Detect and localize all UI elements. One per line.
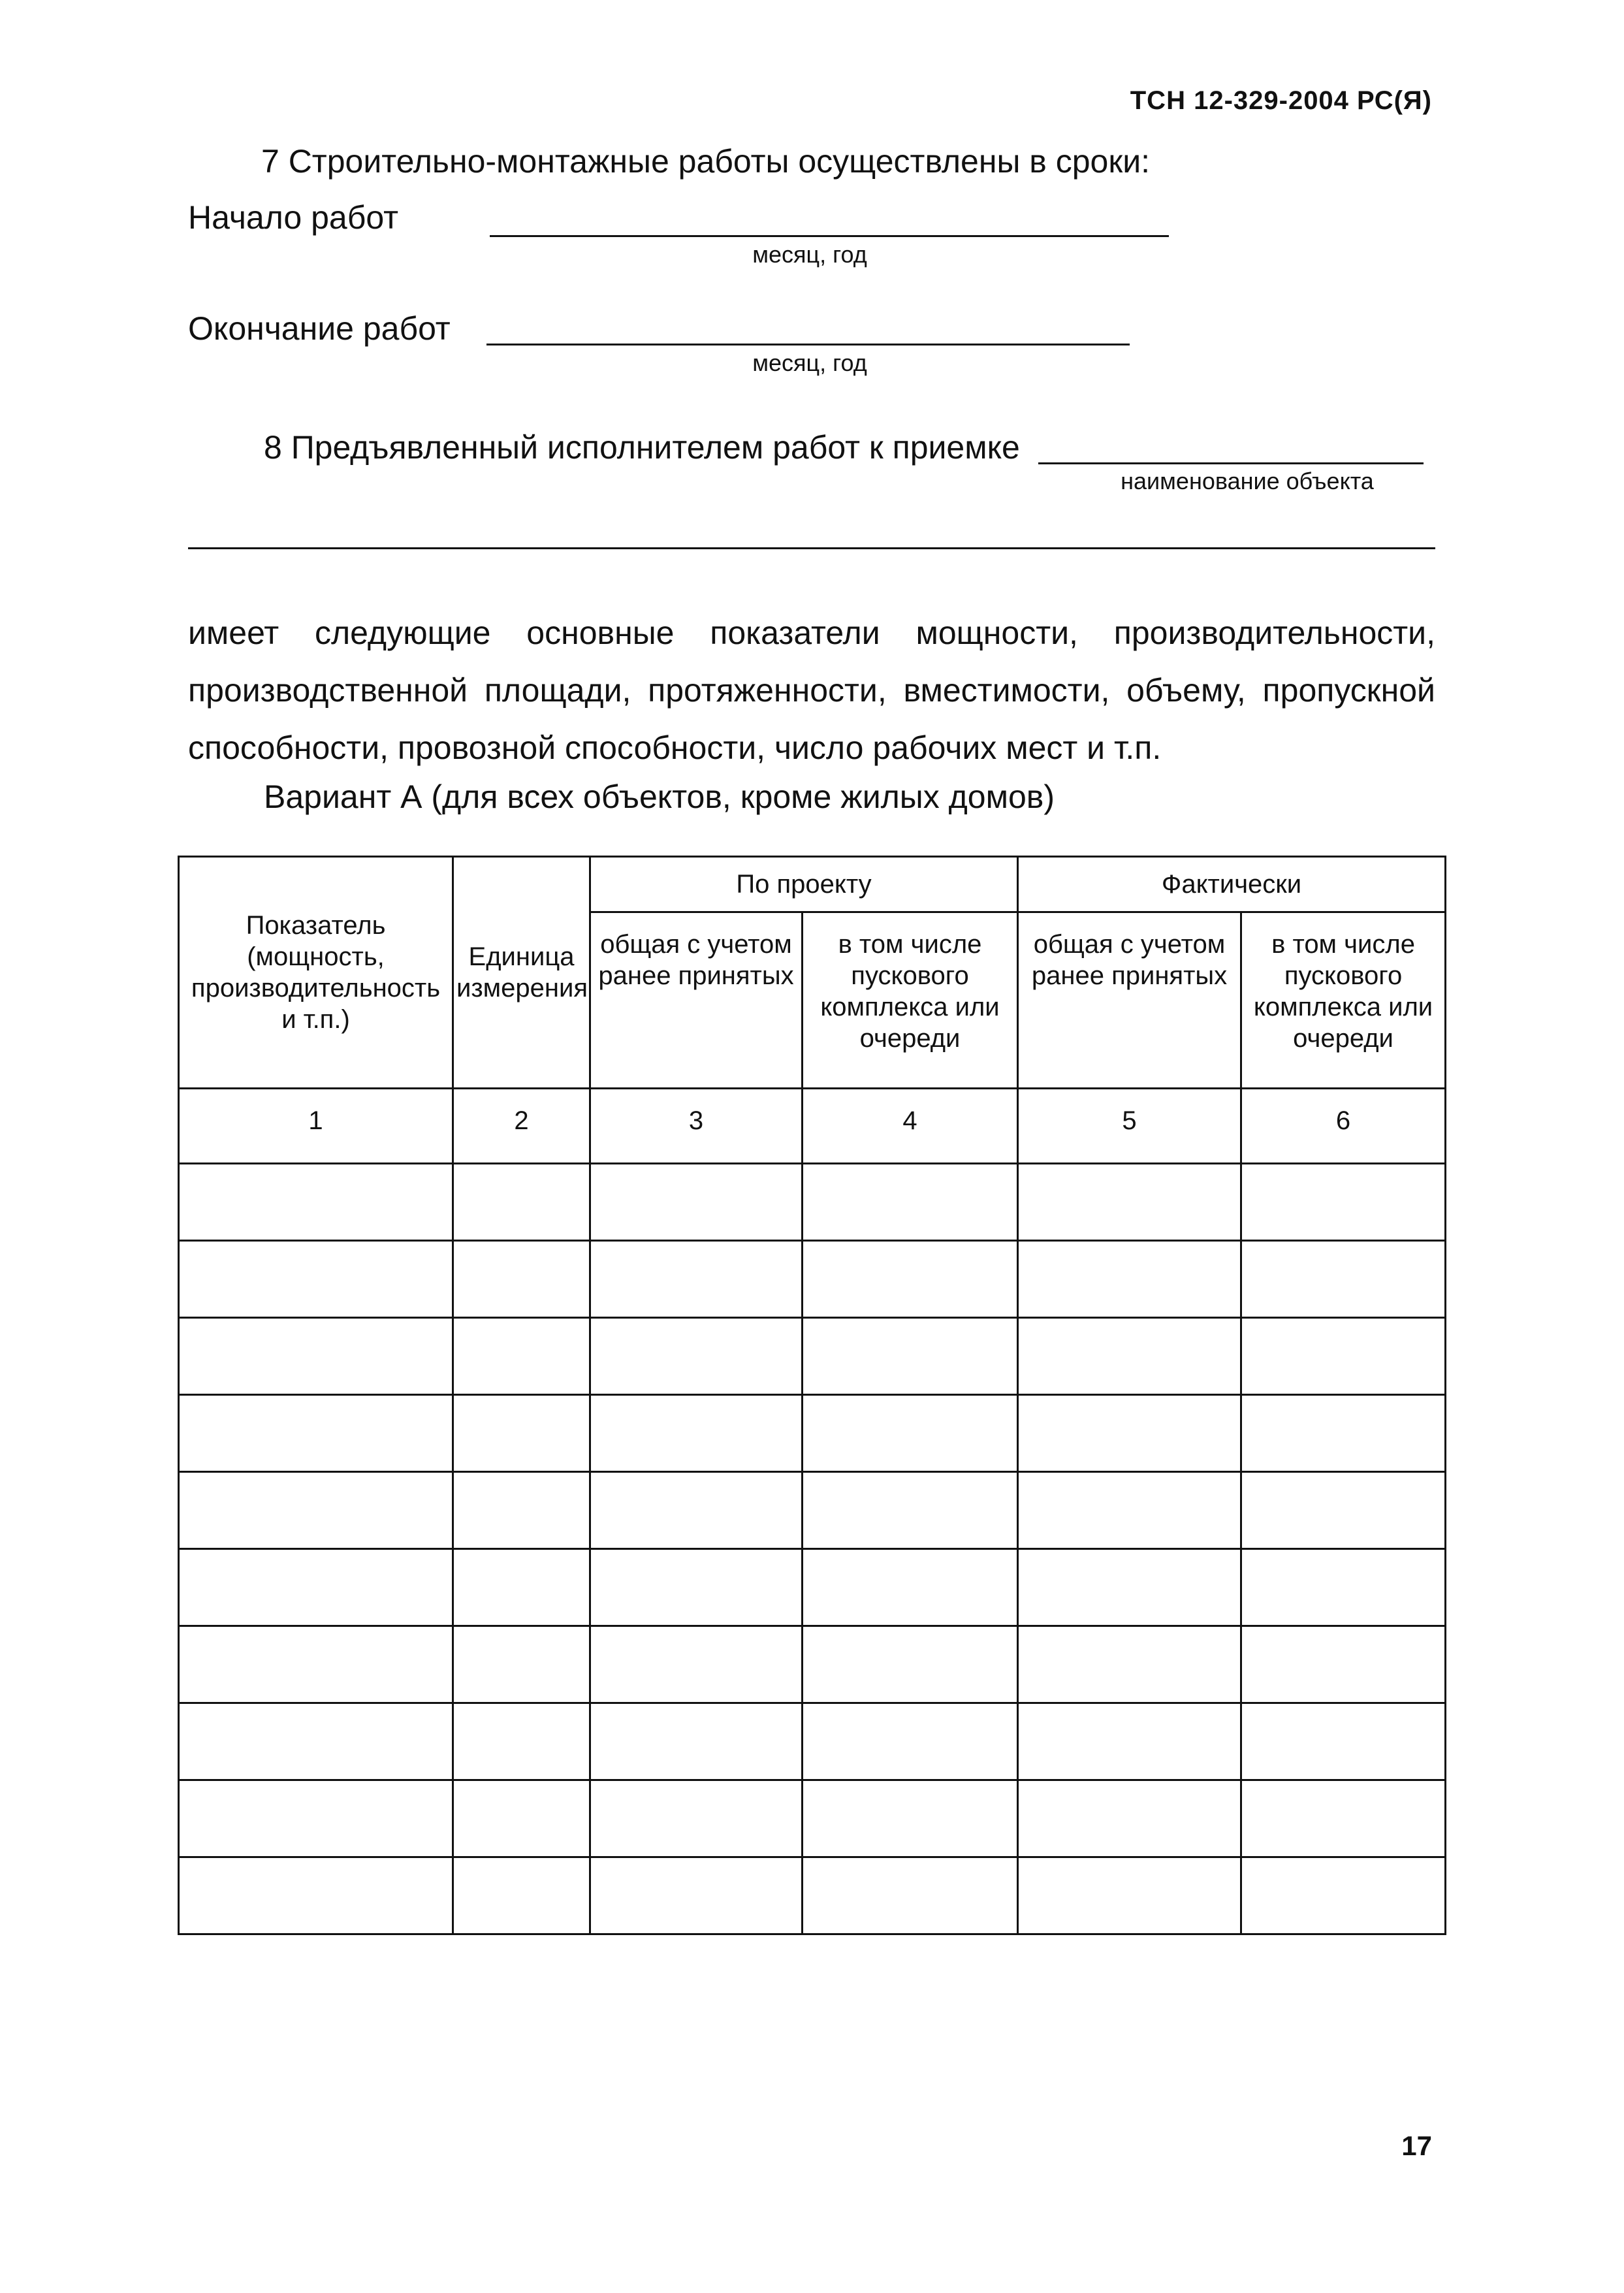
table-cell[interactable] xyxy=(453,1626,590,1703)
table-cell[interactable] xyxy=(1241,1472,1446,1549)
table-cell[interactable] xyxy=(1018,1318,1241,1395)
table-row xyxy=(179,1318,1446,1395)
end-date-field[interactable] xyxy=(486,344,1130,345)
object-name-field-continued[interactable] xyxy=(188,547,1435,549)
table-cell[interactable] xyxy=(803,1626,1018,1703)
table-cell[interactable] xyxy=(590,1164,803,1241)
header-project-incl: в том числе пускового комплекса или очереди xyxy=(803,912,1018,1089)
table-row xyxy=(179,1626,1446,1703)
table-row xyxy=(179,1857,1446,1934)
table-cell[interactable] xyxy=(453,1549,590,1626)
table-cell[interactable] xyxy=(453,1164,590,1241)
table-cell[interactable] xyxy=(1241,1703,1446,1780)
table-cell[interactable] xyxy=(1241,1857,1446,1934)
header-actual-incl: в том числе пускового комплекса или очереди xyxy=(1241,912,1446,1089)
table-cell[interactable] xyxy=(179,1472,453,1549)
table-row xyxy=(179,1395,1446,1472)
table-cell[interactable] xyxy=(1241,1395,1446,1472)
column-number-row xyxy=(179,1089,1446,1164)
table-cell[interactable] xyxy=(590,1318,803,1395)
table-cell[interactable] xyxy=(803,1472,1018,1549)
table-row xyxy=(179,1549,1446,1626)
header-indicator: Показатель (мощность, производительность и т.п.) xyxy=(179,857,453,1089)
table-cell[interactable] xyxy=(453,1318,590,1395)
section-8-heading: 8 Предъявленный исполнителем работ к приемке xyxy=(264,429,1020,466)
header-by-project: По проекту xyxy=(590,857,1018,912)
table-cell[interactable] xyxy=(590,1241,803,1318)
start-label: Начало работ xyxy=(188,199,398,236)
table-cell[interactable] xyxy=(1018,1472,1241,1549)
column-number: 6 xyxy=(1241,1089,1446,1164)
indicators-table xyxy=(178,856,1446,1935)
table-cell[interactable] xyxy=(803,1164,1018,1241)
table-cell[interactable] xyxy=(179,1626,453,1703)
table-cell[interactable] xyxy=(1241,1318,1446,1395)
table-cell[interactable] xyxy=(1018,1626,1241,1703)
start-date-field[interactable] xyxy=(490,235,1169,237)
table-cell[interactable] xyxy=(1018,1780,1241,1857)
header-actual: Фактически xyxy=(1018,857,1446,912)
table-cell[interactable] xyxy=(453,1857,590,1934)
column-number: 2 xyxy=(453,1089,590,1164)
table-cell[interactable] xyxy=(803,1318,1018,1395)
table-cell[interactable] xyxy=(803,1395,1018,1472)
table-row xyxy=(179,1703,1446,1780)
header-project-total: общая с учетом ранее принятых xyxy=(590,912,803,1089)
page-number: 17 xyxy=(1401,2130,1432,2161)
table-cell[interactable] xyxy=(1241,1549,1446,1626)
table-cell[interactable] xyxy=(1018,1703,1241,1780)
column-number: 3 xyxy=(590,1089,803,1164)
table-cell[interactable] xyxy=(803,1857,1018,1934)
section-7-heading: 7 Строительно-монтажные работы осуществлены в сроки: xyxy=(261,143,1151,180)
table-cell[interactable] xyxy=(453,1780,590,1857)
table-cell[interactable] xyxy=(1241,1241,1446,1318)
table-cell[interactable] xyxy=(590,1395,803,1472)
table-cell[interactable] xyxy=(1241,1780,1446,1857)
table-cell[interactable] xyxy=(179,1164,453,1241)
table-cell[interactable] xyxy=(1018,1241,1241,1318)
table-cell[interactable] xyxy=(453,1395,590,1472)
document-code: ТСН 12-329-2004 РС(Я) xyxy=(1130,86,1432,115)
column-number: 4 xyxy=(803,1089,1018,1164)
table-cell[interactable] xyxy=(179,1857,453,1934)
table-row xyxy=(179,1780,1446,1857)
header-actual-total: общая с учетом ранее принятых xyxy=(1018,912,1241,1089)
indicators-paragraph: имеет следующие основные показатели мощности, производительности, производственной площади, протяженности, вместимости, объему, пропускной способности, провозной способности, число рабочих мест и т.п. xyxy=(188,615,1435,766)
variant-a-caption: Вариант А (для всех объектов, кроме жилых домов) xyxy=(264,778,1055,815)
table-row xyxy=(179,1241,1446,1318)
object-name-hint: наименование объекта xyxy=(1121,468,1374,494)
table-cell[interactable] xyxy=(590,1857,803,1934)
table-cell[interactable] xyxy=(1241,1164,1446,1241)
table-cell[interactable] xyxy=(590,1472,803,1549)
object-name-field[interactable] xyxy=(1038,462,1424,464)
table-cell[interactable] xyxy=(803,1241,1018,1318)
table-cell[interactable] xyxy=(590,1549,803,1626)
start-date-hint: месяц, год xyxy=(752,241,867,268)
table-cell[interactable] xyxy=(453,1472,590,1549)
column-number: 5 xyxy=(1018,1089,1241,1164)
table-cell[interactable] xyxy=(1018,1164,1241,1241)
table-cell[interactable] xyxy=(179,1318,453,1395)
end-label: Окончание работ xyxy=(188,310,451,347)
table-cell[interactable] xyxy=(1018,1549,1241,1626)
table-cell[interactable] xyxy=(803,1703,1018,1780)
table-cell[interactable] xyxy=(453,1241,590,1318)
table-cell[interactable] xyxy=(179,1241,453,1318)
table-cell[interactable] xyxy=(803,1549,1018,1626)
header-unit: Единица измерения xyxy=(453,857,590,1089)
table-cell[interactable] xyxy=(179,1549,453,1626)
table-cell[interactable] xyxy=(1018,1395,1241,1472)
table-cell[interactable] xyxy=(803,1780,1018,1857)
table-body xyxy=(179,1164,1446,1934)
table-cell[interactable] xyxy=(1241,1626,1446,1703)
table-cell[interactable] xyxy=(590,1626,803,1703)
table-cell[interactable] xyxy=(590,1703,803,1780)
table-cell[interactable] xyxy=(179,1395,453,1472)
table-row xyxy=(179,1164,1446,1241)
table-cell[interactable] xyxy=(179,1780,453,1857)
table-cell[interactable] xyxy=(179,1703,453,1780)
column-number: 1 xyxy=(179,1089,453,1164)
table-row xyxy=(179,1472,1446,1549)
table-cell[interactable] xyxy=(1018,1857,1241,1934)
table-cell[interactable] xyxy=(453,1703,590,1780)
end-date-hint: месяц, год xyxy=(752,349,867,376)
table-cell[interactable] xyxy=(590,1780,803,1857)
